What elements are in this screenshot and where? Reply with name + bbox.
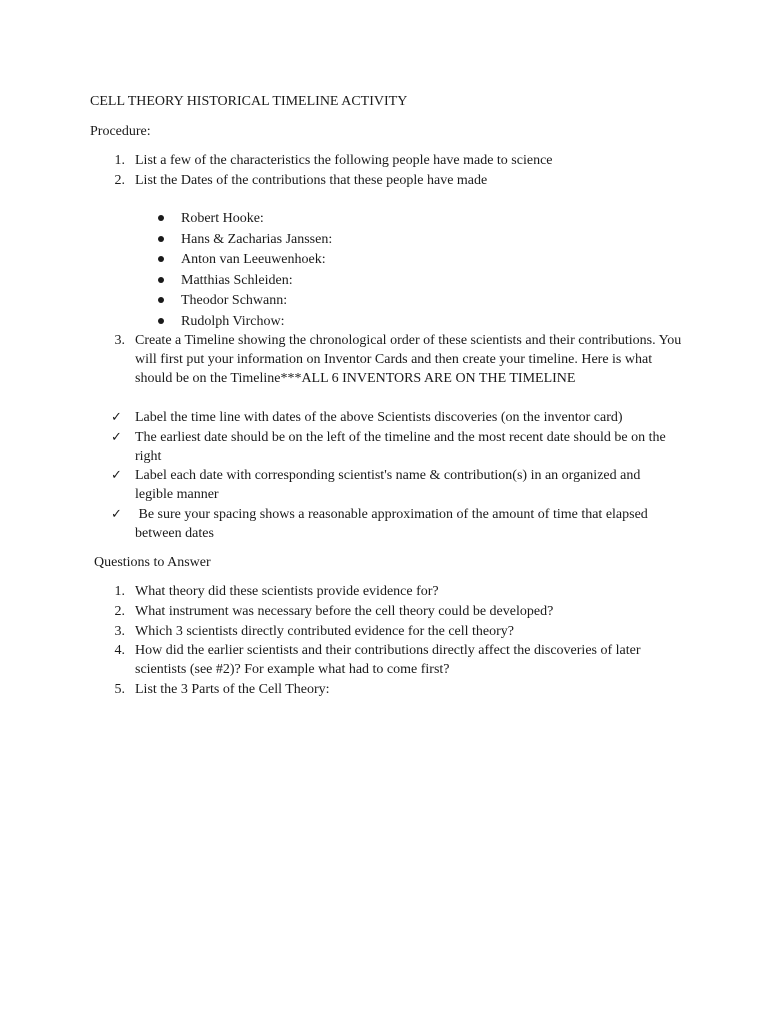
procedure-item-3: Create a Timeline showing the chronological order of these scientists and their contributions. You will first put your information on Inventor Cards and then create your timeline. Here is what should be on the Timeline***ALL 6 INVENTORS ARE ON THE TIMELINE [135,333,682,386]
procedure-number-1: 1. [114,153,125,168]
question-item: List the 3 Parts of the Cell Theory: [135,682,330,697]
checkmark-icon: ✓ [111,507,122,522]
bullet-icon [158,277,164,283]
scientist-item: Rudolph Virchow: [181,314,285,329]
bullet-icon [158,318,164,324]
scientist-item: Robert Hooke: [181,211,264,226]
questions-heading: Questions to Answer [94,555,211,570]
bullet-icon [158,297,164,303]
bullet-icon [158,215,164,221]
bullet-icon [158,236,164,242]
question-number: 3. [114,624,125,639]
checkmark-icon: ✓ [111,410,122,425]
checkmark-icon: ✓ [111,430,122,445]
procedure-item-2: List the Dates of the contributions that these people have made [135,173,488,188]
procedure-item-1: List a few of the characteristics the following people have made to science [135,153,553,168]
procedure-number-2: 2. [114,173,125,188]
procedure-heading: Procedure: [90,124,151,139]
question-number: 1. [114,584,125,599]
scientist-item: Hans & Zacharias Janssen: [181,232,333,247]
question-item: What theory did these scientists provide evidence for? [135,584,439,599]
question-number: 5. [114,682,125,697]
scientist-item: Anton van Leeuwenhoek: [181,252,326,267]
checklist-item: Be sure your spacing shows a reasonable approximation of the amount of time that elapsed between dates [135,507,652,541]
checklist-item: The earliest date should be on the left of the timeline and the most recent date should be on the right [135,430,666,464]
checkmark-icon: ✓ [111,468,122,483]
scientist-item: Matthias Schleiden: [181,273,293,288]
checklist-item: Label the time line with dates of the above Scientists discoveries (on the inventor card) [135,410,623,425]
question-item: What instrument was necessary before the cell theory could be developed? [135,604,554,619]
question-number: 4. [114,643,125,658]
scientist-item: Theodor Schwann: [181,293,288,308]
checklist-item: Label each date with corresponding scientist's name & contribution(s) in an organized and legible manner [135,468,641,502]
page-title: CELL THEORY HISTORICAL TIMELINE ACTIVITY [90,94,408,109]
question-item: How did the earlier scientists and their contributions directly affect the discoveries of later scientists (see #2)? For example what had to come first? [135,643,641,677]
bullet-icon [158,256,164,262]
procedure-number-3: 3. [114,333,125,348]
question-item: Which 3 scientists directly contributed evidence for the cell theory? [135,624,515,639]
question-number: 2. [114,604,125,619]
